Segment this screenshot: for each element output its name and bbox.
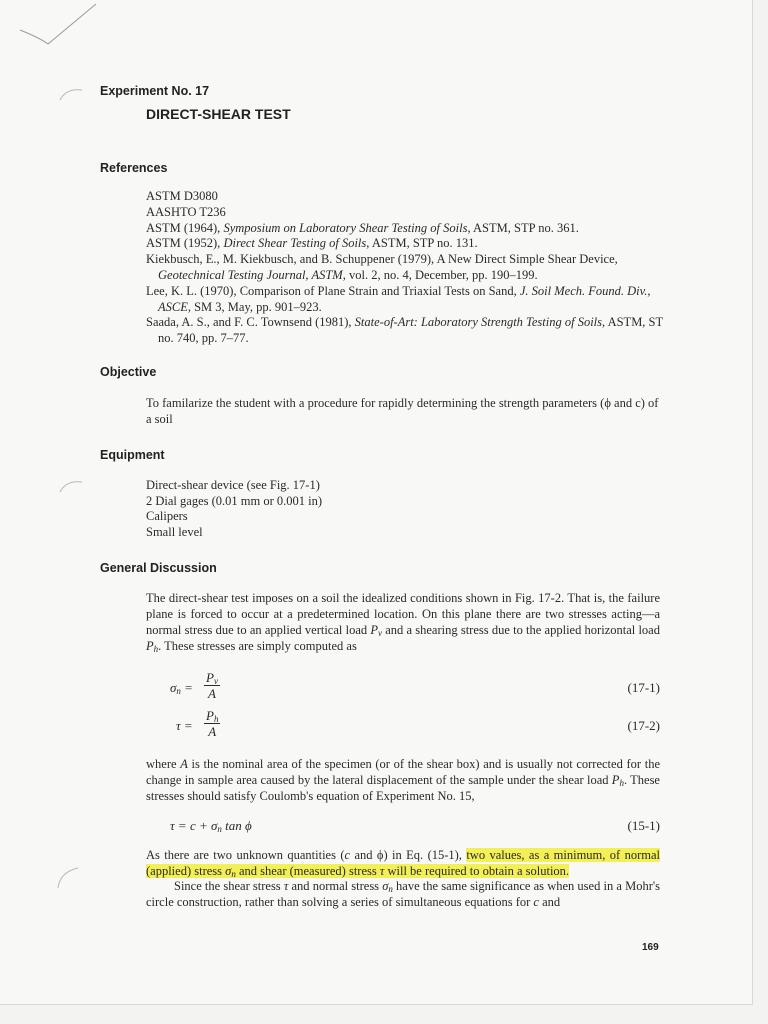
equation-fraction [204,708,220,740]
equation-15-1 [170,818,660,836]
reference-item: Lee, K. L. (1970), Comparison of Plane Strain and Triaxial Tests on Sand, J. Soil Mech. Found. Div., ASCE, SM 3, May, pp. 901–923. [146,283,651,314]
reference-item: ASTM (1964), Symposium on Laboratory Shear Testing of Soils, ASTM, STP no. 361. [146,220,579,235]
fold-mark-icon [0,0,110,60]
reference-item: Kiekbusch, E., M. Kiekbusch, and B. Schuppener (1979), A New Direct Simple Shear Device, Geotechnical Testing Journal, ASTM, vol. 2, no. 4, December, pp. 190–199. [146,252,618,282]
punch-hole-mark-icon [58,86,84,102]
highlighted-text: two values, as a minimum, of normal (applied) stress $\sigma_n$ and shear (measured) stress τ will be required to obtain a solution. [146,848,660,879]
equipment-item: Small level [146,524,203,539]
equipment-heading: Equipment [100,448,165,462]
punch-hole-mark-icon [58,478,84,494]
page-title: DIRECT-SHEAR TEST [146,106,291,122]
fraction-numerator: $P_h$ [206,708,219,724]
discussion-paragraph-4: Since the shear stress τ and normal stress $\sigma_n$ have the same significance as when used in a Mohr's circle construction, rather than solving a series of simultaneous equations for c and [146,879,660,909]
objective-text: To familarize the student with a procedure for rapidly determining the strength parameters (ϕ and c) of a soil [146,396,659,426]
reference-item: AASHTO T236 [146,204,226,219]
discussion-paragraph-1: The direct-shear test imposes on a soil the idealized conditions shown in Fig. 17-2. That is, the failure plane is forced to occur at a predetermined location. On this plane there are two stresses acting—a normal stress due to an applied vertical load $P_v$ and a shearing stress due to the applied horizontal load $P_h$. These stresses are simply computed as [146,591,660,654]
equation-17-2 [170,708,660,748]
discussion-paragraph-2: where A is the nominal area of the specimen (or of the shear box) and is usually not corrected for the change in sample area caused by the lateral displacement of the sample under the shear load $P_h$. These stresses should satisfy Coulomb's equation of Experiment No. 15, [146,757,660,803]
equation-number: (15-1) [627,818,660,833]
experiment-number: Experiment No. 17 [100,84,210,98]
page-number: 169 [642,942,659,953]
equipment-item: Direct-shear device (see Fig. 17-1) [146,478,320,492]
equation-17-1 [170,670,660,710]
general-discussion-heading: General Discussion [100,561,217,575]
discussion-paragraph-3: As there are two unknown quantities (c and ϕ) in Eq. (15-1), two values, as a minimum, of normal (applied) stress $\sigma_n$ and shear (measured) stress τ will be required to obtain a solution. [146,848,660,879]
references-heading: References [100,161,168,175]
equation-lhs: $\sigma_n$ = [170,680,193,696]
equation-number: (17-2) [627,718,660,733]
equation-lhs: τ = [176,718,193,733]
equation-fraction [204,670,220,702]
reference-item: ASTM (1952), Direct Shear Testing of Soils, ASTM, STP no. 131. [146,236,478,251]
fraction-denominator: A [208,686,216,701]
reference-list [146,189,666,347]
fraction-numerator: $P_v$ [206,670,218,686]
equation-text: $\tau = c + \sigma_n$ tan ϕ [170,818,252,834]
equipment-item: 2 Dial gages (0.01 mm or 0.001 in) [146,493,323,508]
objective-heading: Objective [100,365,157,379]
equipment-item: Calipers [146,509,188,523]
equipment-list [146,478,660,540]
fraction-denominator: A [208,724,217,739]
equation-number: (17-1) [627,680,660,695]
punch-hole-mark-icon [56,866,82,890]
reference-item: ASTM D3080 [146,189,218,203]
reference-item: Saada, A. S., and F. C. Townsend (1981), State-of-Art: Laboratory Strength Testing of Soils, ASTM, ST no. 740, pp. 7–77. [146,315,663,346]
